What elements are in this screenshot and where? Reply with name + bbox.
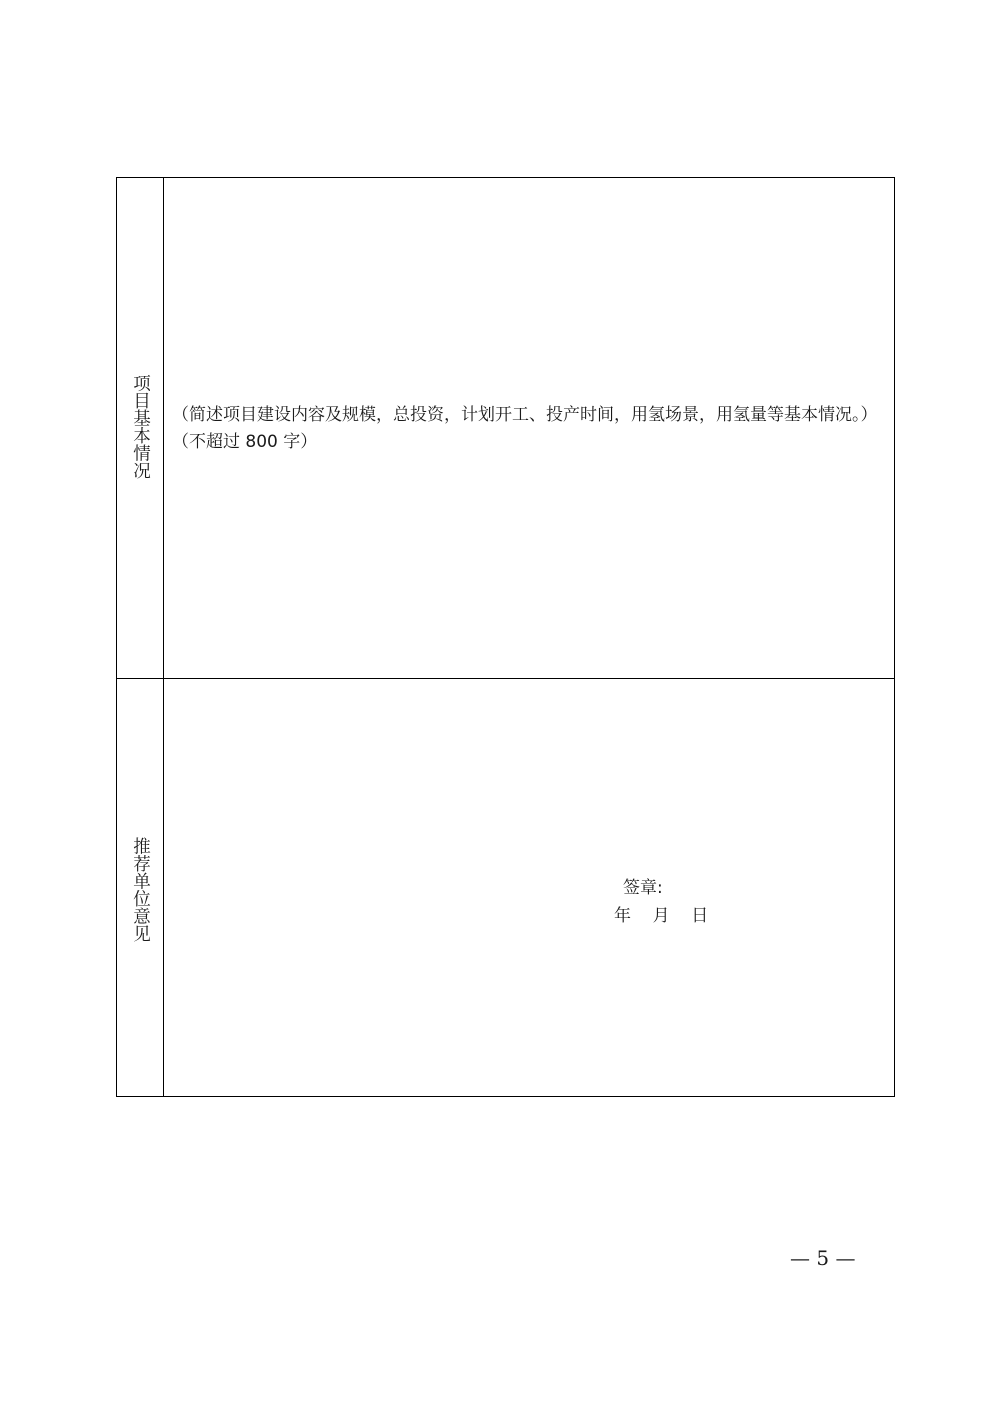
basic-info-label: 项目基本情况 xyxy=(130,373,151,479)
recommendation-row xyxy=(117,679,894,1096)
recommendation-label: 推荐单位意见 xyxy=(130,836,151,942)
date-line: 年 月 日 xyxy=(614,906,709,926)
page-number: — 5 — xyxy=(790,1246,856,1270)
project-form-table xyxy=(116,177,895,1097)
basic-info-instruction: （简述项目建设内容及规模，总投资，计划开工、投产时间，用氢场景，用氢量等基本情况。）（不超过 800 字） xyxy=(172,405,878,452)
basic-info-row xyxy=(117,178,894,679)
basic-info-content-cell[interactable] xyxy=(164,178,894,678)
signature-label: 签章: xyxy=(623,878,663,898)
recommendation-content-cell[interactable] xyxy=(164,679,894,1096)
basic-info-label-cell xyxy=(117,178,164,678)
recommendation-label-cell xyxy=(117,679,164,1096)
